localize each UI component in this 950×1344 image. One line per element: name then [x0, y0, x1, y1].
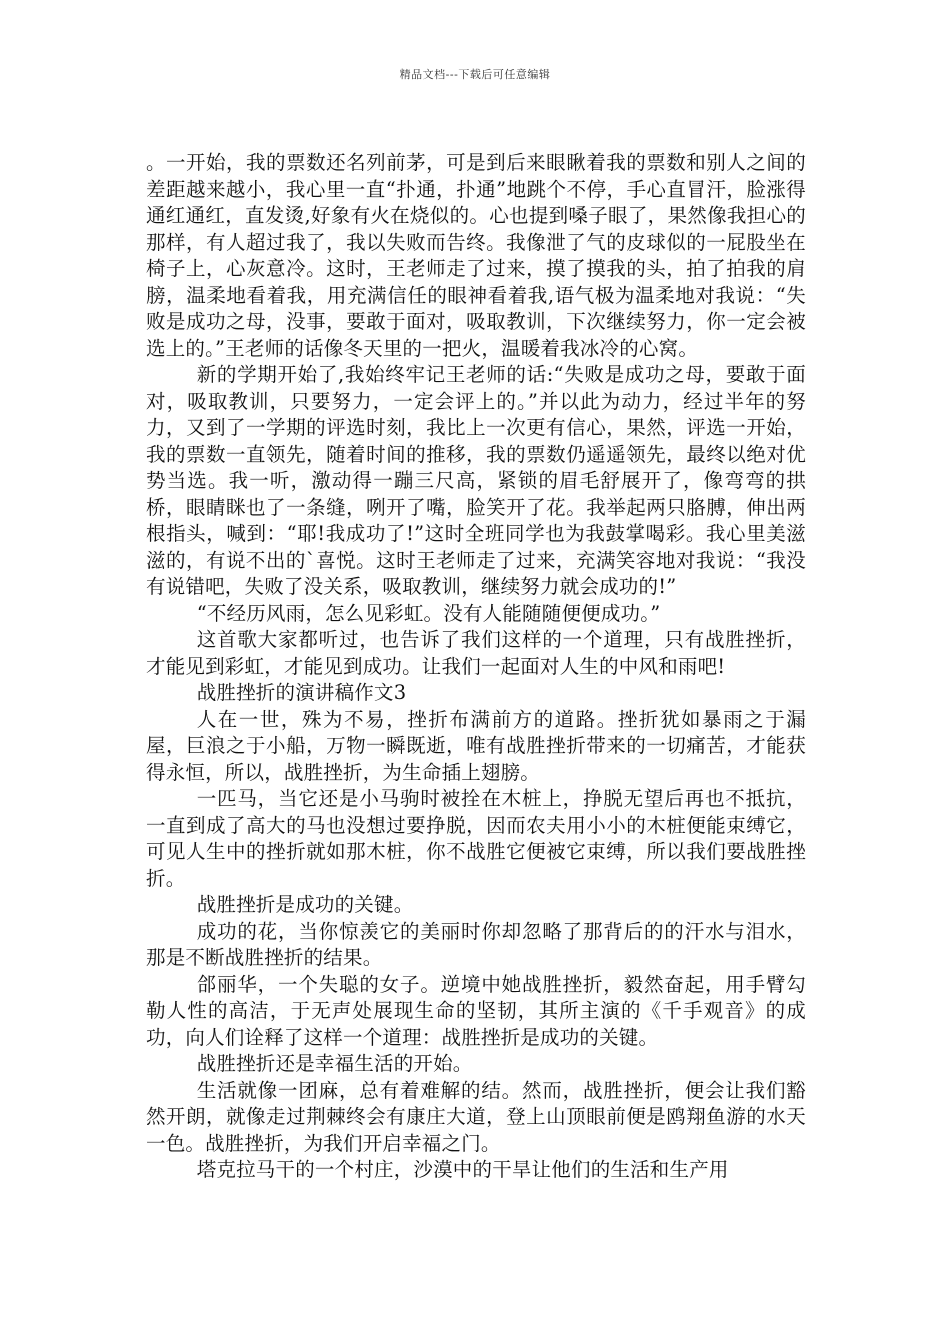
paragraph: 战胜挫折是成功的关键。: [196, 893, 414, 916]
paragraph: 战胜挫折还是幸福生活的开始。: [196, 1052, 473, 1075]
paragraph: 这首歌大家都听过，也告诉了我们这样的一个道理，只有战胜挫折，才能见到彩虹，才能见到成功。让我们一起面对人生的中风和雨吧!: [146, 628, 806, 678]
paragraph: 新的学期开始了,我始终牢记王老师的话:“失败是成功之母，要敢于面对，吸取教训，只要努力，一定会评上的。”并以此为动力，经过半年的努力，又到了一学期的评选时刻，我比上一次更有信心，果然，评选一开始，我的票数一直领先，随着时间的推移，我的票数仍遥遥领先，最终以绝对优势当选。我一听，激动得一蹦三尺高，紧锁的眉毛舒展开了，像弯弯的拱桥，眼睛眯也了一条缝，咧开了嘴，脸笑开了花。我举起两只胳膊，伸出两根指头，喊到：“耶!我成功了!”这时全班同学也为我鼓掌喝彩。我心里美滋滋的，有说不出的`喜悦。这时王老师走了过来，充满笑容地对我说：“我没有说错吧，失败了没关系，吸取教训，继续努力就会成功的!”: [146, 363, 806, 598]
paragraph: 生活就像一团麻，总有着难解的结。然而，战胜挫折，便会让我们豁然开朗，就像走过荆棘终会有康庄大道，登上山顶眼前便是鸥翔鱼游的水天一色。战胜挫折，为我们开启幸福之门。: [146, 1078, 806, 1155]
paragraph: 塔克拉马干的一个村庄，沙漠中的干旱让他们的生活和生产用: [196, 1158, 729, 1181]
page-header: 精品文档---下载后可任意编辑: [399, 68, 551, 81]
paragraph: 成功的花，当你惊羡它的美丽时你却忽略了那背后的的汗水与泪水，那是不断战胜挫折的结果。: [146, 919, 806, 969]
paragraph: 郃丽华，一个失聪的女子。逆境中她战胜挫折，毅然奋起，用手臂勾勒人性的高洁，于无声处展现生命的坚韧，其所主演的《千手观音》的成功，向人们诠释了这样一个道理：战胜挫折是成功的关键。: [146, 972, 806, 1049]
section-heading: 战胜挫折的演讲稿作文3: [196, 681, 407, 704]
document-body: [146, 150, 806, 1184]
paragraph: “不经历风雨，怎么见彩虹。没有人能随随便便成功。”: [196, 601, 661, 625]
paragraph: 人在一世，殊为不易，挫折布满前方的道路。挫折犹如暴雨之于漏屋，巨浪之于小船，万物一瞬既逝，唯有战胜挫折带来的一切痛苦，才能获得永恒，所以，战胜挫折，为生命插上翅膀。: [146, 707, 806, 784]
paragraph: 一匹马，当它还是小马驹时被拴在木桩上，挣脱无望后再也不抵抗，一直到成了高大的马也没想过要挣脱，因而农夫用小小的木桩便能束缚它，可见人生中的挫折就如那木桩，你不战胜它便被它束缚，所以我们要战胜挫折。: [146, 787, 806, 890]
paragraph: 。一开始，我的票数还名列前茅，可是到后来眼瞅着我的票数和别人之间的差距越来越小，我心里一直“扑通，扑通”地跳个不停，手心直冒汗，脸涨得通红通红，直发烫,好象有火在烧似的。心也提到嗓子眼了，果然像我担心的那样，有人超过我了，我以失败而告终。我像泄了气的皮球似的一屁股坐在椅子上，心灰意冷。这时，王老师走了过来，摸了摸我的头，拍了拍我的肩膀，温柔地看着我，用充满信任的眼神看着我,语气极为温柔地对我说：“失败是成功之母，没事，要敢于面对，吸取教训，下次继续努力，你一定会被选上的。”王老师的话像冬天里的一把火，温暖着我冰冷的心窝。: [146, 151, 806, 360]
